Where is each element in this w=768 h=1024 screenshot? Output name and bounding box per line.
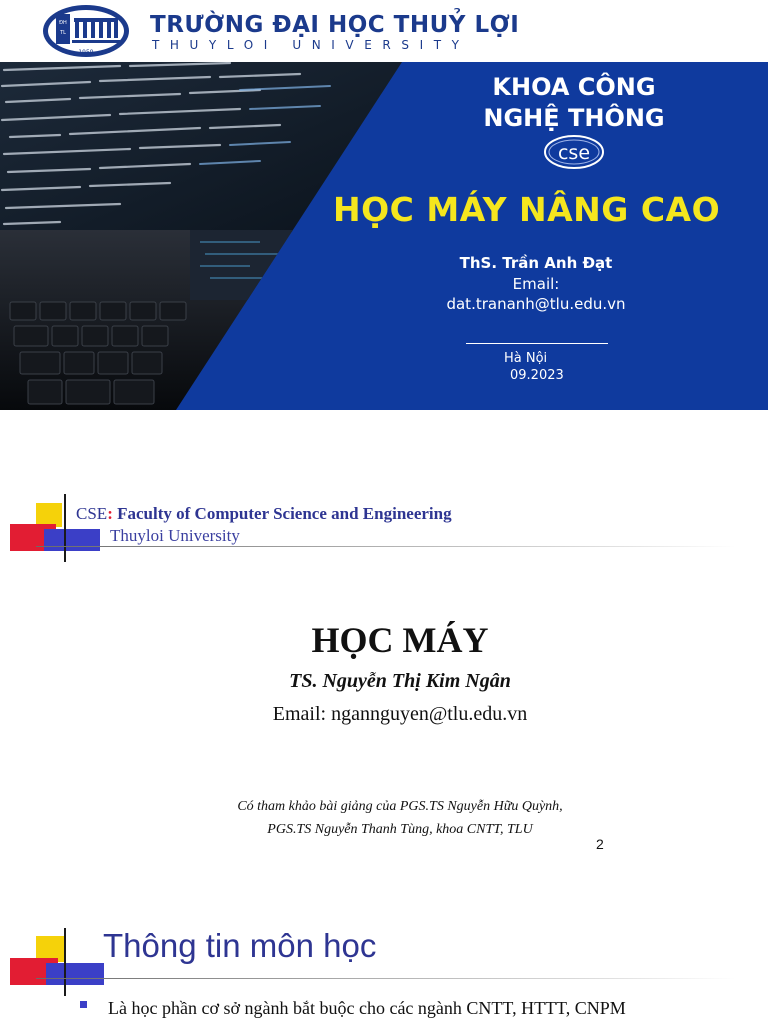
cse-logo — [543, 134, 605, 170]
cse-logo-text: cse — [557, 142, 591, 164]
svg-text:TL: TL — [60, 30, 66, 36]
email-label: Email: — [512, 275, 560, 293]
banner-divider — [466, 343, 608, 344]
date-text: 09.2023 — [510, 368, 564, 383]
faculty-line — [76, 504, 452, 524]
faculty-full-name: Faculty of Computer Science and Engineering — [112, 504, 452, 523]
cse-colon: : — [107, 504, 113, 523]
logo-mark-text: ĐH — [59, 20, 67, 26]
course-title-2: HỌC MÁY — [311, 620, 489, 660]
university-name-vi: TRƯỜNG ĐẠI HỌC THUỶ LỢI — [150, 12, 520, 38]
lecturer-email-2: Email: ngannguyen@tlu.edu.vn — [272, 703, 528, 725]
university-name: Thuyloi University — [110, 526, 240, 545]
lecturer-name: ThS. Trần Anh Đạt — [459, 254, 613, 272]
university-name-en: THUYLOI UNIVERSITY — [152, 38, 470, 52]
reference-line-1: Có tham khảo bài giảng của PGS.TS Nguyễn Hữu Quỳnh, — [237, 799, 563, 814]
faculty-title-line1: KHOA CÔNG — [492, 73, 656, 101]
cse-abbreviation: CSE — [76, 504, 108, 523]
reference-line-2: PGS.TS Nguyễn Thanh Tùng, khoa CNTT, TLU — [267, 822, 533, 837]
title-banner — [0, 62, 768, 410]
bullet-square-icon — [80, 1001, 87, 1008]
lecturer-email: dat.trananh@tlu.edu.vn — [446, 295, 626, 313]
logo-year: 1959 — [78, 49, 94, 56]
university-logo — [42, 4, 130, 58]
list-item: Là học phần cơ sở ngành bắt buộc cho các ngành CNTT, HTTT, CNPM — [108, 998, 626, 1018]
code-keyboard-photo — [0, 62, 402, 410]
place-text: Hà Nội — [504, 351, 548, 366]
lecturer-name-2: TS. Nguyễn Thị Kim Ngân — [289, 670, 511, 692]
course-title: HỌC MÁY NÂNG CAO — [333, 190, 721, 229]
faculty-title — [428, 72, 720, 134]
page-number: 2 — [596, 836, 604, 852]
section-title: Thông tin môn học — [103, 927, 377, 964]
faculty-title-line2: NGHỆ THÔNG — [483, 104, 665, 132]
